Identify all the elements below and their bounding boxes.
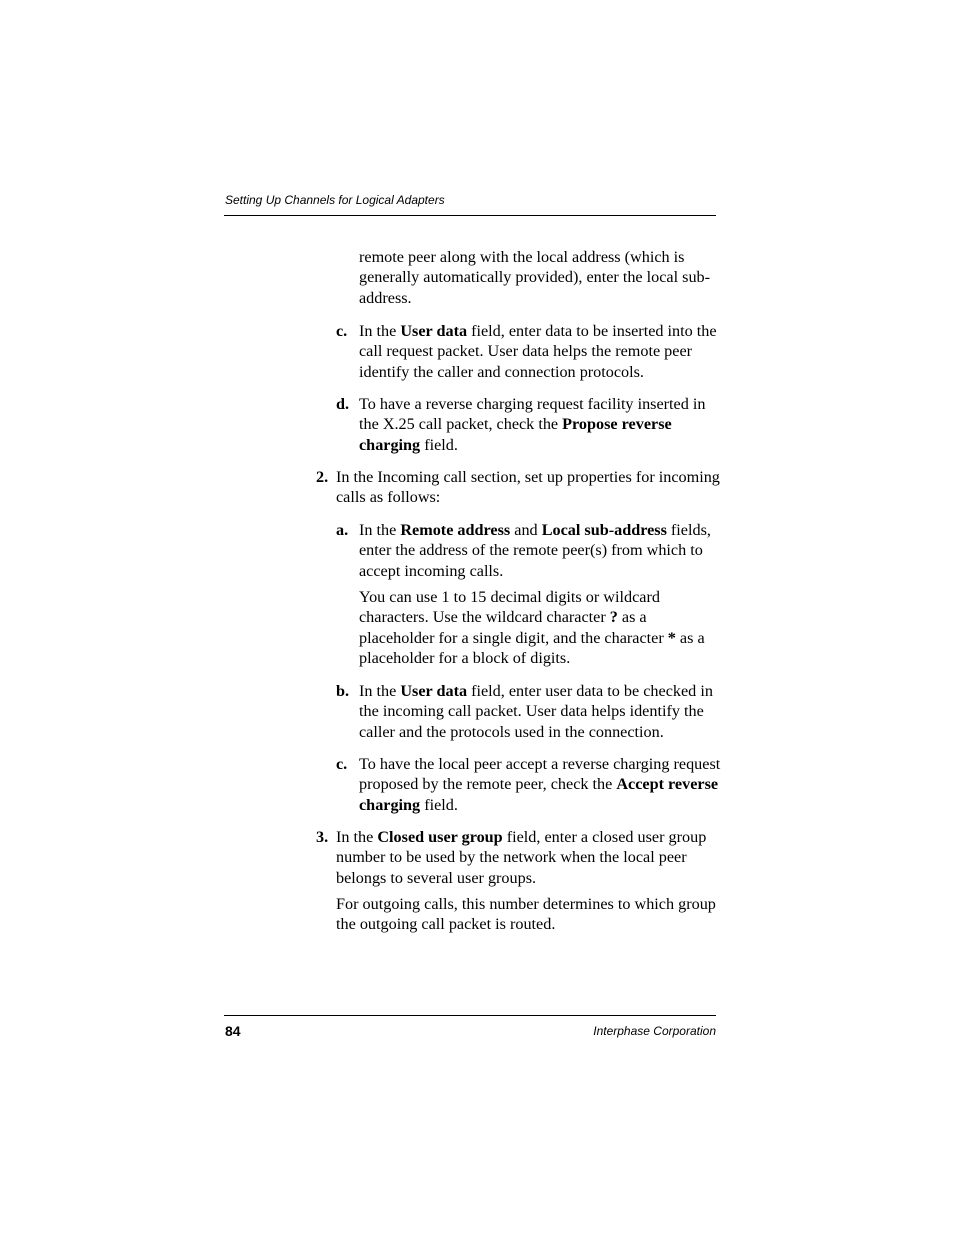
item-2c-marker: c. (336, 755, 348, 773)
item-1d-marker: d. (336, 395, 350, 413)
page-number: 84 (225, 1023, 241, 1039)
item-2c-text: To have the local peer accept a reverse charging request proposed by the remote peer, check the Accept reverse charging field. (359, 755, 721, 814)
step-2-text: In the Incoming call section, set up properties for incoming calls as follows: (336, 468, 720, 507)
item-1d-text: To have a reverse charging request facility inserted in the X.25 call packet, check the Propose reverse charging field. (359, 395, 706, 454)
step-3-note: For outgoing calls, this number determines to which group the outgoing call packet is routed. (336, 895, 716, 934)
item-2a-note: You can use 1 to 15 decimal digits or wildcard characters. Use the wildcard character ? as a placeholder for a single digit, and the character * as a placeholder for a block of digits. (359, 588, 705, 667)
header-rule (224, 215, 716, 216)
continuation-paragraph: remote peer along with the local address (which is generally automatically provided), enter the local sub-address. (359, 248, 711, 307)
item-1c-text: In the User data field, enter data to be inserted into the call request packet. User data helps the remote peer identify the caller and connection protocols. (359, 322, 717, 381)
item-2a-marker: a. (336, 521, 349, 539)
step-2-marker: 2. (316, 468, 329, 486)
item-1c-marker: c. (336, 322, 348, 340)
item-2a-text: In the Remote address and Local sub-address fields, enter the address of the remote peer(s) from which to accept incoming calls. (359, 521, 711, 580)
step-3-text: In the Closed user group field, enter a closed user group number to be used by the network when the local peer belongs to several user groups. (336, 828, 707, 887)
running-header: Setting Up Channels for Logical Adapters (225, 193, 445, 207)
footer-rule (224, 1015, 716, 1016)
footer-company: Interphase Corporation (593, 1024, 716, 1038)
item-2b-text: In the User data field, enter user data to be checked in the incoming call packet. User data helps identify the caller and the protocols used in the connection. (359, 682, 713, 741)
item-2b-marker: b. (336, 682, 350, 700)
step-3-marker: 3. (316, 828, 329, 846)
